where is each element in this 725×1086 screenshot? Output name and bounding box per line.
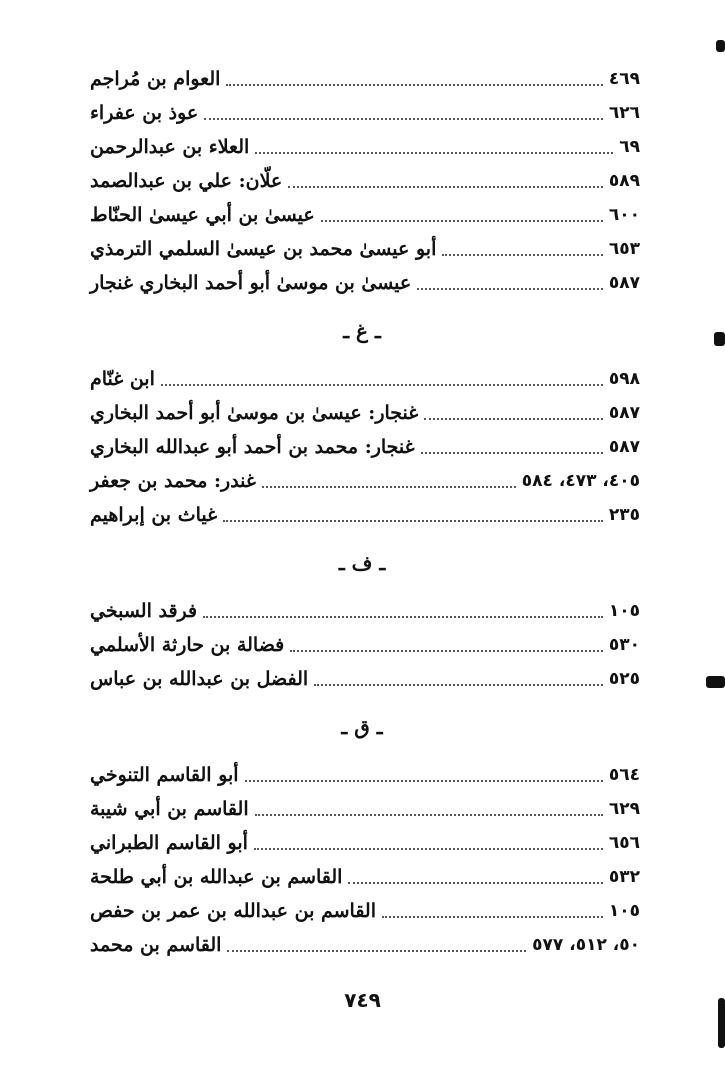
dot-leader: [262, 486, 516, 488]
entry-page-numbers: ٦٩: [619, 137, 640, 157]
entry-page-numbers: ٥٨٧: [608, 403, 640, 423]
dot-leader: [321, 220, 603, 222]
section-heading: ـ ق ـ: [341, 715, 383, 739]
entry-name: عيسىٰ بن أبي عيسىٰ الحنّاط: [90, 204, 315, 226]
entry-name: العوام بن مُراجم: [90, 68, 221, 90]
entry-name: أبو القاسم الطبراني: [90, 832, 248, 854]
entry-page-numbers: ٥٨٩: [608, 171, 640, 191]
entry-page-numbers: ١٠٥: [608, 601, 640, 621]
index-entry: [84, 928, 640, 962]
section-heading: ـ ف ـ: [338, 551, 386, 575]
entry-name: فرقد السبخي: [90, 600, 198, 622]
dot-leader: [254, 848, 603, 850]
index-entry: [84, 628, 640, 662]
dot-leader: [421, 452, 603, 454]
index-entry: [84, 792, 640, 826]
index-entry: [84, 96, 640, 130]
entry-name: ابن غنّام: [90, 368, 155, 390]
entry-page-numbers: ٥٣٢: [608, 867, 640, 887]
dot-leader: [348, 882, 602, 884]
dot-leader: [424, 418, 603, 420]
dot-leader: [290, 650, 603, 652]
dot-leader: [161, 384, 603, 386]
entry-name: أبو القاسم التنوخي: [90, 764, 239, 786]
index-entry: [84, 130, 640, 164]
entry-page-numbers: ٥٦٤: [608, 765, 640, 785]
dot-leader: [417, 288, 603, 290]
entry-name: عوذ بن عفراء: [90, 102, 199, 124]
index-entry: [84, 662, 640, 696]
index-entry: [84, 430, 640, 464]
entry-page-numbers: ٢٣٥: [608, 505, 640, 525]
dot-leader: [227, 950, 526, 952]
dot-leader: [203, 616, 603, 618]
index-entry: [84, 198, 640, 232]
entry-name: القاسم بن عبدالله بن عمر بن حفص: [90, 900, 377, 922]
entry-page-numbers: ٤٦٩: [608, 69, 640, 89]
scan-mark: [718, 998, 725, 1048]
entry-name: عيسىٰ بن موسىٰ أبو أحمد البخاري غنجار: [90, 272, 412, 294]
entry-page-numbers: ٦٥٣: [608, 239, 640, 259]
entry-page-numbers: ٤٠٥، ٤٧٣، ٥٨٤: [521, 471, 640, 491]
index-entry: [84, 62, 640, 96]
entry-page-numbers: ٥٢٥: [608, 669, 640, 689]
dot-leader: [314, 684, 603, 686]
entry-name: فضالة بن حارثة الأسلمي: [90, 634, 285, 656]
index-entry: [84, 266, 640, 300]
index-entry: [84, 232, 640, 266]
dot-leader: [255, 814, 603, 816]
entry-name: القاسم بن أبي شيبة: [90, 798, 249, 820]
entry-name: العلاء بن عبدالرحمن: [90, 136, 250, 158]
entry-name: غياث بن إبراهيم: [90, 504, 218, 526]
index-entry: [84, 894, 640, 928]
entry-name: علّان: علي بن عبدالصمد: [90, 170, 283, 192]
index-entry: [84, 396, 640, 430]
index-entry: [84, 826, 640, 860]
index-entry: [84, 464, 640, 498]
dot-leader: [255, 152, 613, 154]
entry-page-numbers: ٦٥٦: [608, 833, 640, 853]
entry-name: غنجار: محمد بن أحمد أبو عبدالله البخاري: [90, 436, 415, 458]
entry-page-numbers: ٥٣٠: [608, 635, 640, 655]
entry-name: غندر: محمد بن جعفر: [90, 470, 256, 492]
index-entry: [84, 498, 640, 532]
scan-mark: [706, 676, 725, 688]
entry-page-numbers: ٥٩٨: [608, 369, 640, 389]
index-entry: [84, 594, 640, 628]
dot-leader: [442, 254, 602, 256]
index-entry: [84, 860, 640, 894]
dot-leader: [288, 186, 603, 188]
entry-page-numbers: ١٠٥: [608, 901, 640, 921]
page-number: ٧٤٩: [344, 988, 381, 1012]
entry-name: أبو عيسىٰ محمد بن عيسىٰ السلمي الترمذي: [90, 238, 437, 260]
entry-page-numbers: ٥٠، ٥١٢، ٥٧٧: [532, 935, 640, 955]
dot-leader: [245, 780, 603, 782]
dot-leader: [223, 520, 603, 522]
dot-leader: [226, 84, 602, 86]
entry-name: غنجار: عيسىٰ بن موسىٰ أبو أحمد البخاري: [90, 402, 419, 424]
index-entry: [84, 164, 640, 198]
entry-name: الفضل بن عبدالله بن عباس: [90, 668, 309, 690]
scan-mark: [716, 40, 725, 52]
entry-name: القاسم بن محمد: [90, 934, 222, 956]
entry-page-numbers: ٦٢٦: [608, 103, 640, 123]
index-entry: [84, 362, 640, 396]
entry-page-numbers: ٦٢٩: [608, 799, 640, 819]
entry-page-numbers: ٥٨٧: [608, 273, 640, 293]
dot-leader: [204, 118, 603, 120]
scan-mark: [714, 332, 725, 346]
index-entry: [84, 758, 640, 792]
section-heading: ـ غ ـ: [343, 319, 381, 343]
index-entries: [84, 62, 640, 962]
entry-page-numbers: ٦٠٠: [608, 205, 640, 225]
entry-name: القاسم بن عبدالله بن أبي طلحة: [90, 866, 343, 888]
entry-page-numbers: ٥٨٧: [608, 437, 640, 457]
dot-leader: [382, 916, 603, 918]
